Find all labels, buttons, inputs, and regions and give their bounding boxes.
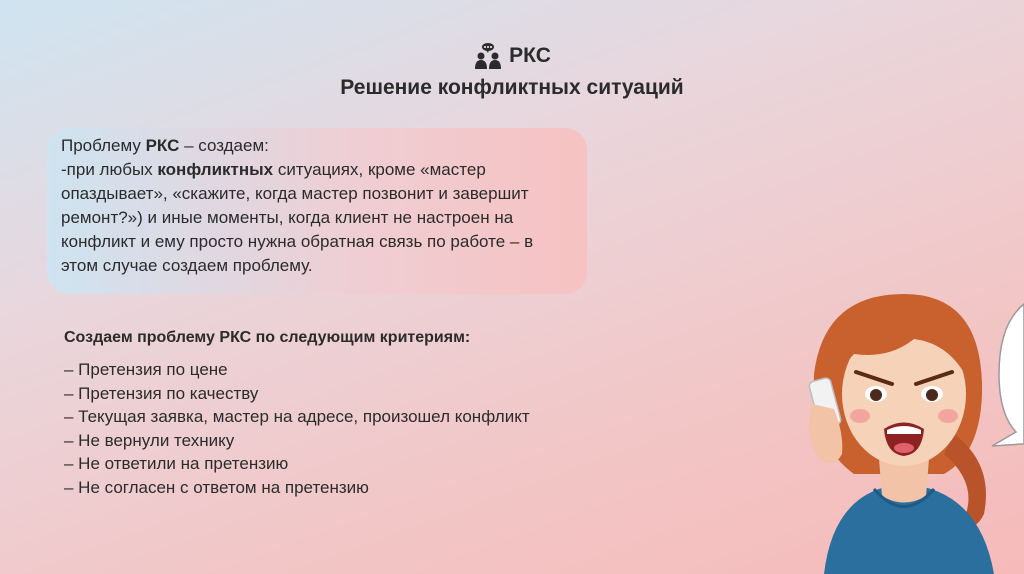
callout-line-2 bbox=[61, 158, 573, 278]
list-item: – Претензия по качеству bbox=[64, 383, 259, 403]
callout-box bbox=[47, 128, 587, 294]
title-row bbox=[0, 42, 1024, 70]
list-item: – Текущая заявка, мастер на адресе, произошел конфликт bbox=[64, 407, 530, 427]
speech-bubble bbox=[992, 304, 1024, 446]
page-title-abbr: РКС bbox=[509, 44, 551, 67]
slide-header bbox=[0, 42, 1024, 100]
callout-line-1-pre: Проблему bbox=[61, 136, 146, 155]
list-item: – Не согласен с ответом на претензию bbox=[64, 477, 369, 497]
list-item: – Претензия по цене bbox=[64, 360, 228, 379]
angry-woman-phone-illustration bbox=[794, 284, 1024, 574]
callout-line-1-bold: РКС bbox=[145, 136, 180, 155]
criteria-heading: Создаем проблему РКС по следующим критериям: bbox=[64, 329, 471, 346]
callout-line-2-pre: -при любых bbox=[61, 160, 158, 179]
callout-line-2-post: ситуациях, кроме «мастер опаздывает», «скажите, когда мастер позвонит и завершит ремонт?») и иные моменты, когда клиент не настроен на конфликт и ему просто нужна обратная связь по работе – в этом случае создаем проблему. bbox=[61, 160, 534, 275]
list-item: – Не ответили на претензию bbox=[64, 454, 289, 474]
page-title: Решение конфликтных ситуаций bbox=[340, 76, 684, 99]
users-chat-icon bbox=[473, 42, 503, 70]
callout-line-2-bold: конфликтных bbox=[157, 160, 274, 179]
list-item: – Не вернули технику bbox=[64, 430, 235, 450]
criteria-list bbox=[64, 358, 530, 500]
callout-line-1 bbox=[61, 134, 573, 158]
callout-line-1-post: – создаем: bbox=[179, 136, 269, 155]
